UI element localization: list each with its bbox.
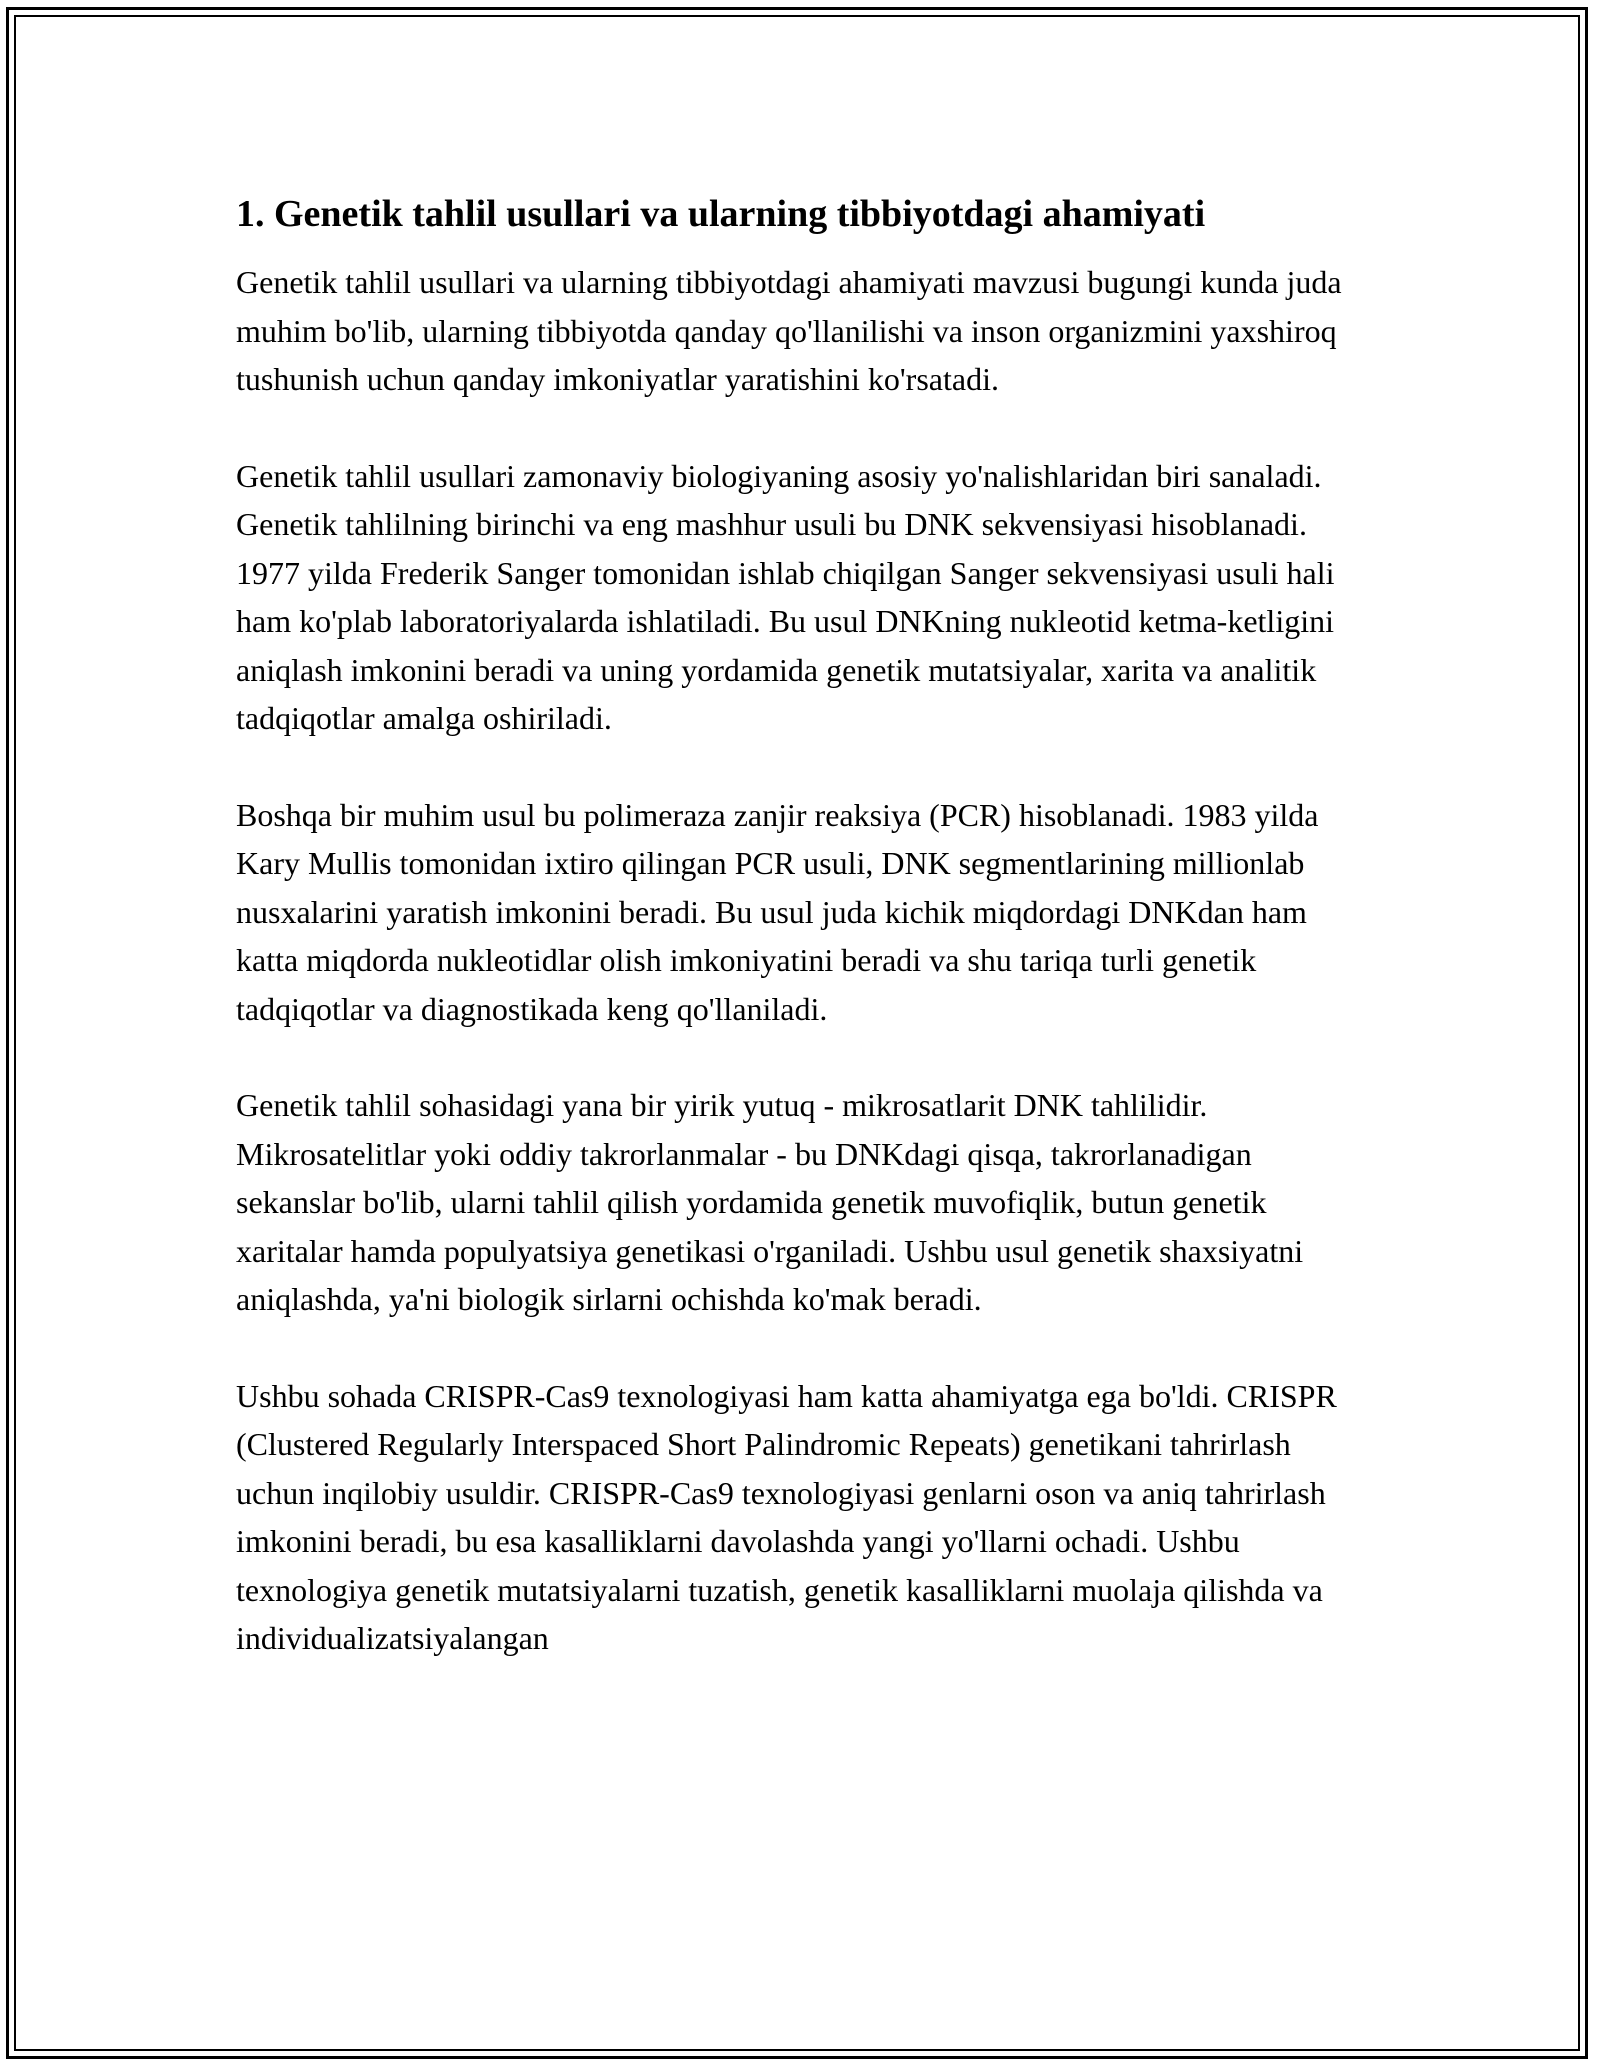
document-body xyxy=(236,190,1376,1711)
paragraph-pcr: Boshqa bir muhim usul bu polimeraza zanjir reaksiya (PCR) hisoblanadi. 1983 yilda Kary Mullis tomonidan ixtiro qilingan PCR usuli, DNK segmentlarining millionlab nusxalarini yaratish imkonini beradi. Bu usul juda kichik miqdordagi DNKdan ham katta miqdorda nukleotidlar olish imkoniyatini beradi va shu tariqa turli genetik tadqiqotlar va diagnostikada keng qo'llaniladi. xyxy=(236,796,1319,1027)
paragraph-intro: Genetik tahlil usullari va ularning tibbiyotdagi ahamiyati mavzusi bugungi kunda juda muhim bo'lib, ularning tibbiyotda qanday qo'llanilishi va inson organizmini yaxshiroq tushunish uchun qanday imkoniyatlar yaratishini ko'rsatadi. xyxy=(236,264,1342,397)
section-heading: 1. Genetik tahlil usullari va ularning tibbiyotdagi ahamiyati xyxy=(236,193,1206,235)
paragraph-crispr: Ushbu sohada CRISPR-Cas9 texnologiyasi ham katta ahamiyatga ega bo'ldi. CRISPR (Clustered Regularly Interspaced Short Palindromic Repeats) genetikani tahrirlash uchun inqilobiy usuldir. CRISPR-Cas9 texnologiyasi genlarni oson va aniq tahrirlash imkonini beradi, bu esa kasalliklarni davolashda yangi yo'llarni ochadi. Ushbu texnologiya genetik mutatsiyalarni tuzatish, genetik kasalliklarni muolaja qilishda va individualizatsiyalangan xyxy=(236,1377,1337,1656)
paragraph-microsatellite: Genetik tahlil sohasidagi yana bir yirik yutuq - mikrosatlarit DNK tahlilidir. Mikrosatelitlar yoki oddiy takrorlanmalar - bu DNKdagi qisqa, takrorlanadigan sekanslar bo'lib, ularni tahlil qilish yordamida genetik muvofiqlik, butun genetik xaritalar hamda populyatsiya genetikasi o'rganiladi. Ushbu usul genetik shaxsiyatni aniqlashda, ya'ni biologik sirlarni ochishda ko'mak beradi. xyxy=(236,1087,1304,1317)
paragraph-dna-sequencing: Genetik tahlil usullari zamonaviy biologiyaning asosiy yo'nalishlaridan biri sanaladi. Genetik tahlilning birinchi va eng mashhur usuli bu DNK sekvensiyasi hisoblanadi. 1977 yilda Frederik Sanger tomonidan ishlab chiqilgan Sanger sekvensiyasi usuli hali ham ko'plab laboratoriyalarda ishlatiladi. Bu usul DNKning nukleotid ketma-ketligini aniqlash imkonini beradi va uning yordamida genetik mutatsiyalar, xarita va analitik tadqiqotlar amalga oshiriladi. xyxy=(236,457,1335,736)
